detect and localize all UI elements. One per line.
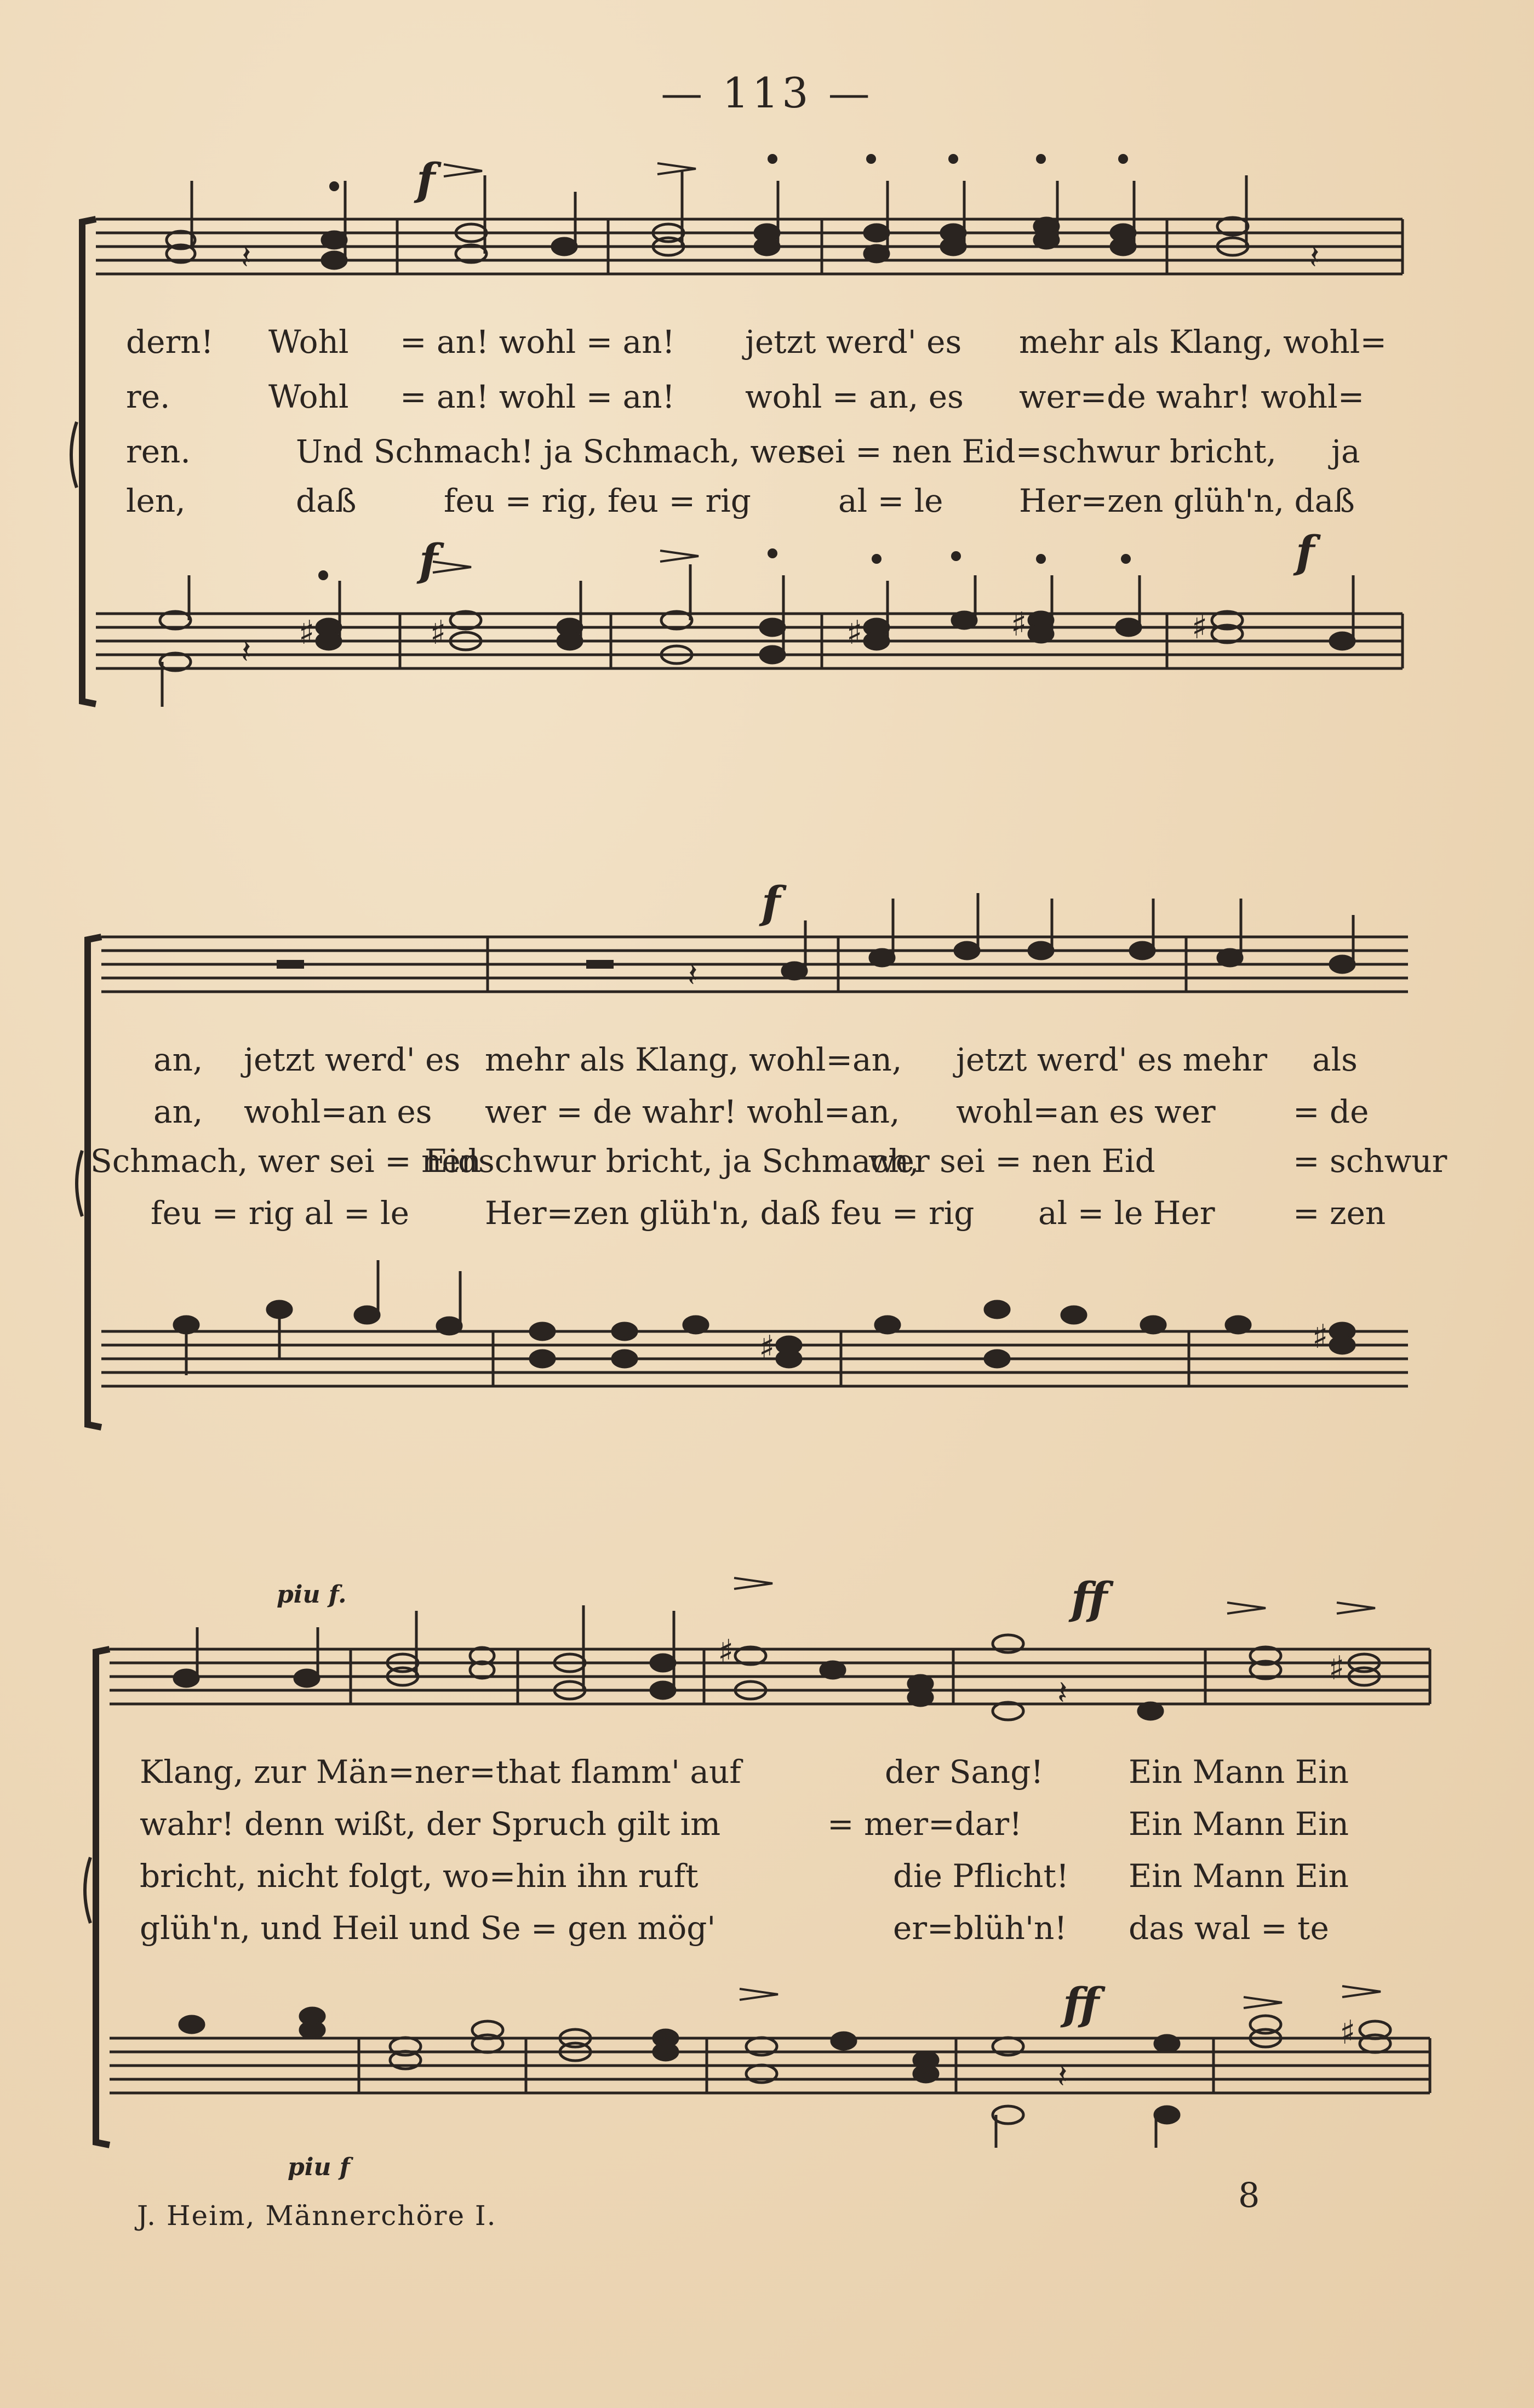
svg-text:𝄽: 𝄽 [241,238,251,277]
svg-text:♯: ♯ [1340,2014,1356,2052]
music-system-1 [0,148,1534,712]
dynamic-marking: piu f [288,2153,350,2181]
lyric-verse-4: len, daß feu = rig, feu = rig al = le Her=zen glüh'n, daß [126,482,1355,519]
svg-text:𝄽: 𝄽 [688,956,698,994]
dynamic-marking: f [1296,526,1315,577]
dynamic-marking: f [416,153,436,205]
svg-text:𝄽: 𝄽 [241,633,251,671]
lyric-verse-2: an, wohl=an es wer = de wahr! wohl=an, wohl=an es wer = de [153,1093,1369,1130]
svg-text:𝄽: 𝄽 [1309,238,1320,277]
publication-credit: J. Heim, Männerchöre I. [137,2200,497,2232]
system-brace [82,219,96,704]
svg-text:♯: ♯ [718,1633,734,1671]
svg-text:♯: ♯ [1192,608,1208,647]
dynamic-marking: ff [1071,1572,1108,1624]
lyric-verse-3: Schmach, wer sei = nen Eidschwur bricht, ja Schmach, wer sei = nen Eid = schwur [90,1142,1447,1180]
lyric-verse-1: an, jetzt werd' es mehr als Klang, wohl=an, jetzt werd' es mehr als [153,1041,1358,1078]
top-staff [96,219,1403,274]
lyric-verse-1: Klang, zur Män=ner=that flamm' auf der Sang! Ein Mann Ein [140,1753,1349,1791]
system-brace [88,937,101,1427]
lyric-verse-1: dern! Wohl = an! wohl = an! jetzt werd' es mehr als Klang, wohl= [126,323,1387,361]
page-number: — 113 — [661,68,873,117]
lyric-verse-4: feu = rig al = le Her=zen glüh'n, daß feu = rig al = le Her = zen [151,1194,1386,1232]
music-system-2 [0,877,1534,1446]
staff-notation-1 [0,148,1534,712]
lyric-verse-2: wahr! denn wißt, der Spruch gilt im = mer=dar! Ein Mann Ein [140,1805,1349,1843]
dynamic-marking: piu f. [277,1581,347,1609]
lyric-verse-3: bricht, nicht folgt, wo=hin ihn ruft die Pflicht! Ein Mann Ein [140,1857,1349,1895]
svg-text:♯: ♯ [430,614,447,652]
signature-number: 8 [1238,2175,1260,2215]
svg-text:♯: ♯ [846,614,863,652]
lyric-verse-2: re. Wohl = an! wohl = an! wohl = an, es wer=de wahr! wohl= [126,378,1365,415]
dynamic-marking: f [419,534,438,586]
svg-text:♯: ♯ [1329,1649,1345,1688]
svg-text:♯: ♯ [759,1329,775,1367]
svg-text:♯: ♯ [299,614,315,652]
bottom-notes [160,564,1354,707]
music-system-3 [0,1572,1534,2181]
svg-text:𝄽: 𝄽 [1057,1674,1068,1712]
svg-text:𝄽: 𝄽 [1057,2057,1068,2096]
lyric-verse-4: glüh'n, und Heil und Se = gen mög' er=blüh'n! das wal = te [140,1909,1329,1947]
svg-text:♯: ♯ [1011,605,1027,644]
dynamic-marking: f [762,877,781,928]
dynamic-marking: ff [1063,1978,1100,2029]
svg-text:♯: ♯ [1312,1318,1329,1356]
lyric-verse-3: ren. Und Schmach! ja Schmach, wer sei = nen Eid=schwur bricht, ja [126,433,1360,470]
system-brace [96,1649,110,2145]
bottom-staff [101,1331,1408,1386]
